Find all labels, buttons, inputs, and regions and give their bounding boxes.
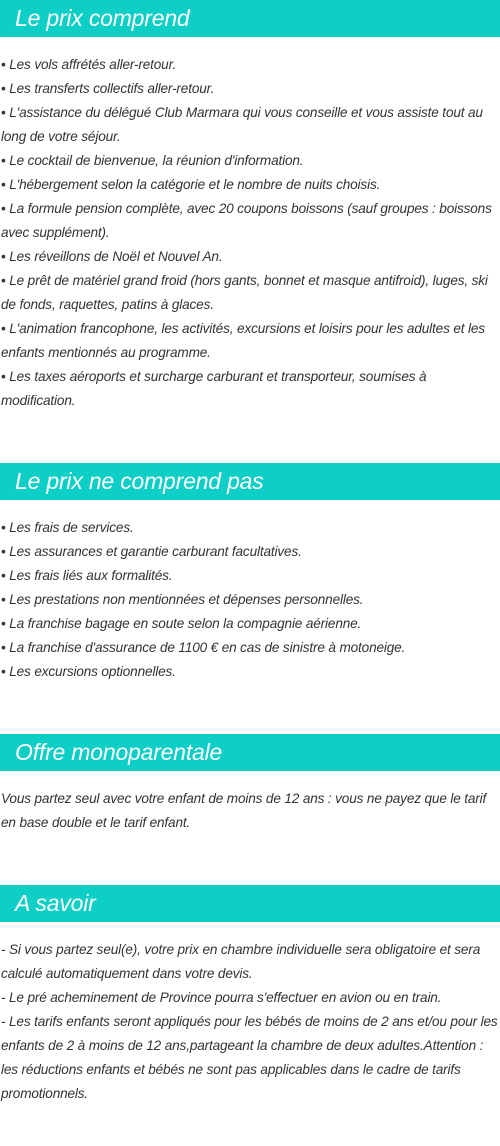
- list-item: • L'hébergement selon la catégorie et le nombre de nuits choisis.: [1, 177, 381, 192]
- list-item: - Les tarifs enfants seront appliqués pour les bébés de moins de 2 ans et/ou pour les enfants de 2 à moins de 12 ans,partageant la chambre de deux adultes.Attention : les réductions enfants et bébés ne sont pas applicables dans le cadre de tarifs promotionnels.: [1, 1014, 498, 1101]
- list-item: - Si vous partez seul(e), votre prix en chambre individuelle sera obligatoire et sera calculé automatiquement dans votre devis.: [1, 942, 481, 981]
- list-item: • Les frais de services.: [1, 520, 134, 535]
- list-item: • Les réveillons de Noël et Nouvel An.: [1, 249, 223, 264]
- list-item: • La franchise bagage en soute selon la compagnie aérienne.: [1, 616, 362, 631]
- section-body-price-includes: [1, 53, 500, 413]
- list-item: • La formule pension complète, avec 20 coupons boissons (sauf groupes : boissons avec supplément).: [1, 201, 492, 240]
- list-item: • Les assurances et garantie carburant facultatives.: [1, 544, 302, 559]
- list-item: • Les vols affrétés aller-retour.: [1, 57, 177, 72]
- section-body-good-to-know: [1, 938, 500, 1106]
- list-item: • Le prêt de matériel grand froid (hors gants, bonnet et masque antifroid), luges, ski de fonds, raquettes, patins à glaces.: [1, 273, 488, 312]
- list-item: - Le pré acheminement de Province pourra s'effectuer en avion ou en train.: [1, 990, 442, 1005]
- section-header-price-excludes: Le prix ne comprend pas: [0, 463, 500, 500]
- list-item: • Les frais liés aux formalités.: [1, 568, 173, 583]
- list-item: • Les prestations non mentionnées et dépenses personnelles.: [1, 592, 364, 607]
- list-item: • Les transferts collectifs aller-retour.: [1, 81, 215, 96]
- section-header-single-parent-offer: Offre monoparentale: [0, 734, 500, 771]
- section-body-price-excludes: [1, 516, 500, 684]
- section-header-good-to-know: A savoir: [0, 885, 500, 922]
- list-item: • L'animation francophone, les activités, excursions et loisirs pour les adultes et les enfants mentionnés au programme.: [1, 321, 485, 360]
- list-item: • Les taxes aéroports et surcharge carburant et transporteur, soumises à modification.: [1, 369, 427, 408]
- paragraph: Vous partez seul avec votre enfant de moins de 12 ans : vous ne payez que le tarif en base double et le tarif enfant.: [1, 791, 487, 830]
- section-header-price-includes: Le prix comprend: [0, 0, 500, 37]
- list-item: • Les excursions optionnelles.: [1, 664, 176, 679]
- list-item: • La franchise d'assurance de 1100 € en cas de sinistre à motoneige.: [1, 640, 406, 655]
- list-item: • Le cocktail de bienvenue, la réunion d'information.: [1, 153, 304, 168]
- section-body-single-parent-offer: [1, 787, 500, 835]
- list-item: • L'assistance du délégué Club Marmara qui vous conseille et vous assiste tout au long de votre séjour.: [1, 105, 483, 144]
